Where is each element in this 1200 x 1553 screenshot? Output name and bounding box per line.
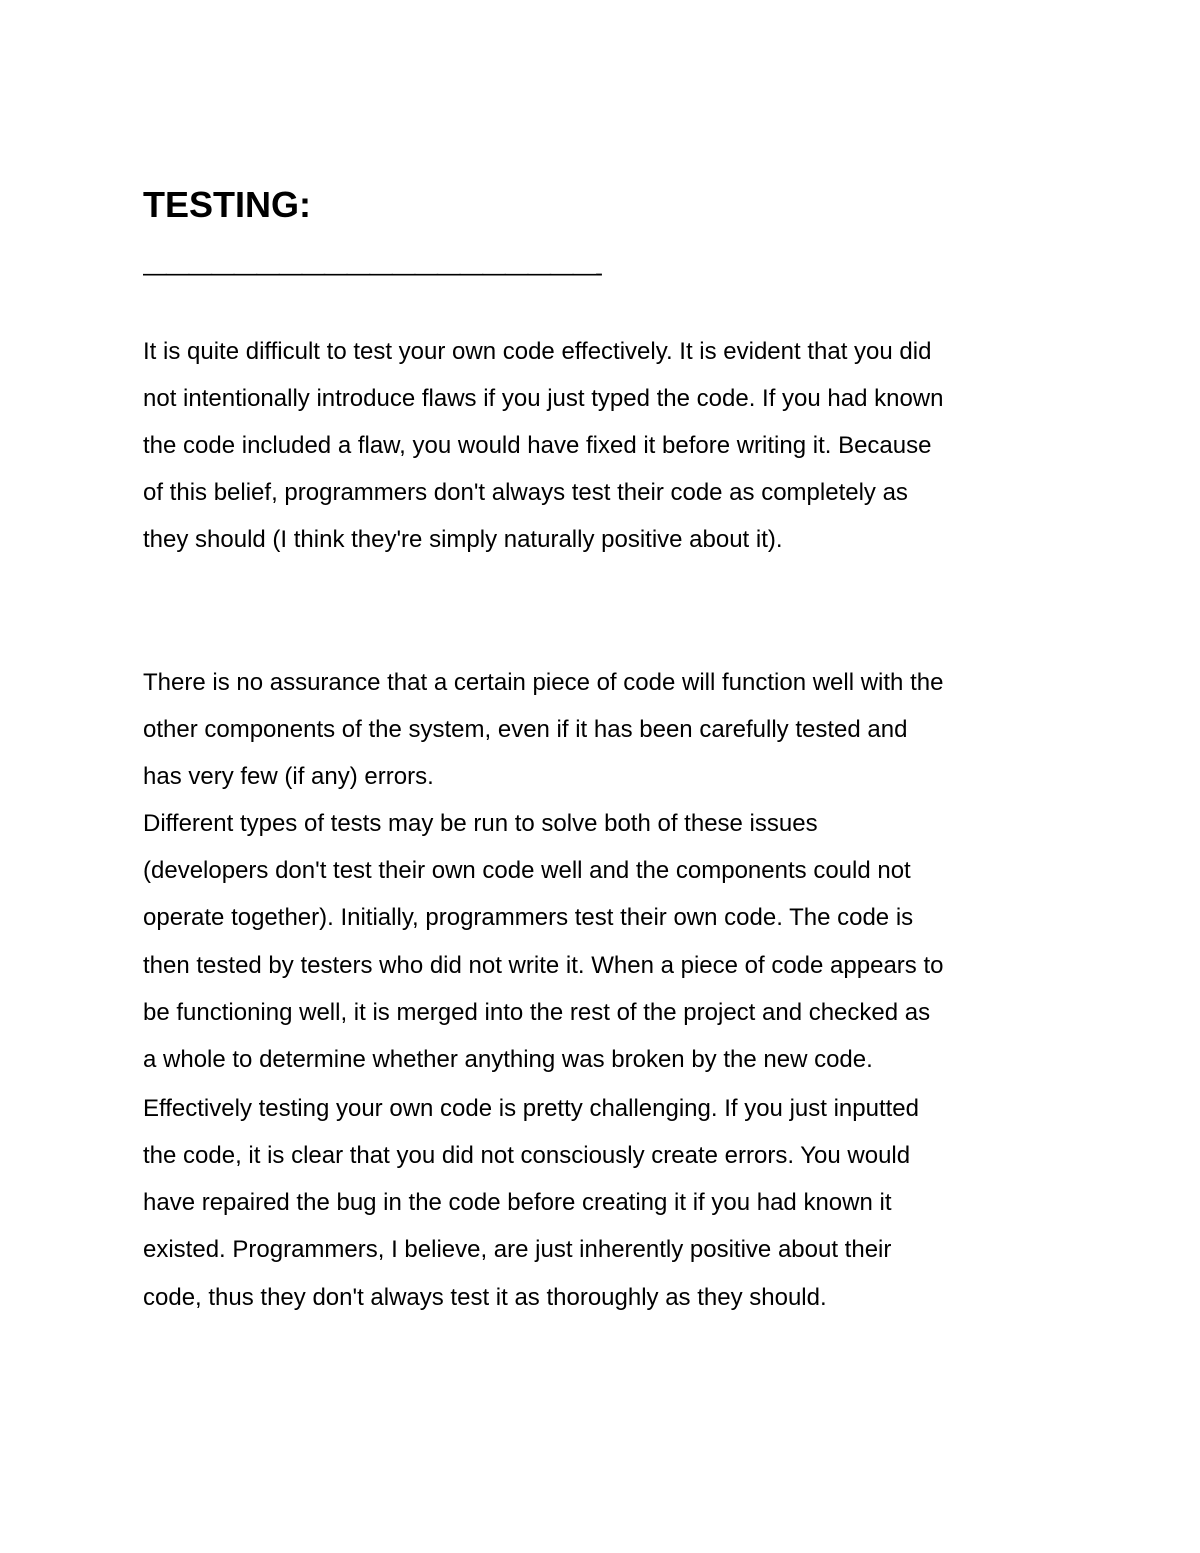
text-line: a whole to determine whether anything was broken by the new code. bbox=[143, 1046, 873, 1073]
text-line: It is quite difficult to test your own code effectively. It is evident that you did bbox=[143, 338, 932, 365]
text-line: other components of the system, even if it has been carefully tested and bbox=[143, 716, 908, 743]
text-line: have repaired the bug in the code before creating it if you had known it bbox=[143, 1189, 892, 1216]
text-line: of this belief, programmers don't always test their code as completely as bbox=[143, 479, 908, 506]
text-line: be functioning well, it is merged into the rest of the project and checked as bbox=[143, 999, 931, 1026]
text-line: Different types of tests may be run to solve both of these issues bbox=[143, 810, 818, 837]
text-line: (developers don't test their own code well and the components could not bbox=[143, 857, 911, 884]
text-line: then tested by testers who did not write it. When a piece of code appears to bbox=[143, 952, 944, 979]
text-line: has very few (if any) errors. bbox=[143, 763, 434, 790]
text-line: the code, it is clear that you did not consciously create errors. You would bbox=[143, 1142, 911, 1169]
text-line: existed. Programmers, I believe, are just inherently positive about their bbox=[143, 1236, 892, 1263]
title-divider: ————————————————————- bbox=[143, 260, 602, 287]
page-title: TESTING: bbox=[143, 184, 311, 225]
text-line: they should (I think they're simply naturally positive about it). bbox=[143, 526, 783, 553]
text-line: code, thus they don't always test it as thoroughly as they should. bbox=[143, 1284, 827, 1311]
text-line: the code included a flaw, you would have fixed it before writing it. Because bbox=[143, 432, 932, 459]
text-line: not intentionally introduce flaws if you just typed the code. If you had known bbox=[143, 385, 944, 412]
text-line: operate together). Initially, programmers test their own code. The code is bbox=[143, 904, 914, 931]
text-line: Effectively testing your own code is pretty challenging. If you just inputted bbox=[143, 1095, 919, 1122]
text-line: There is no assurance that a certain piece of code will function well with the bbox=[143, 669, 944, 696]
